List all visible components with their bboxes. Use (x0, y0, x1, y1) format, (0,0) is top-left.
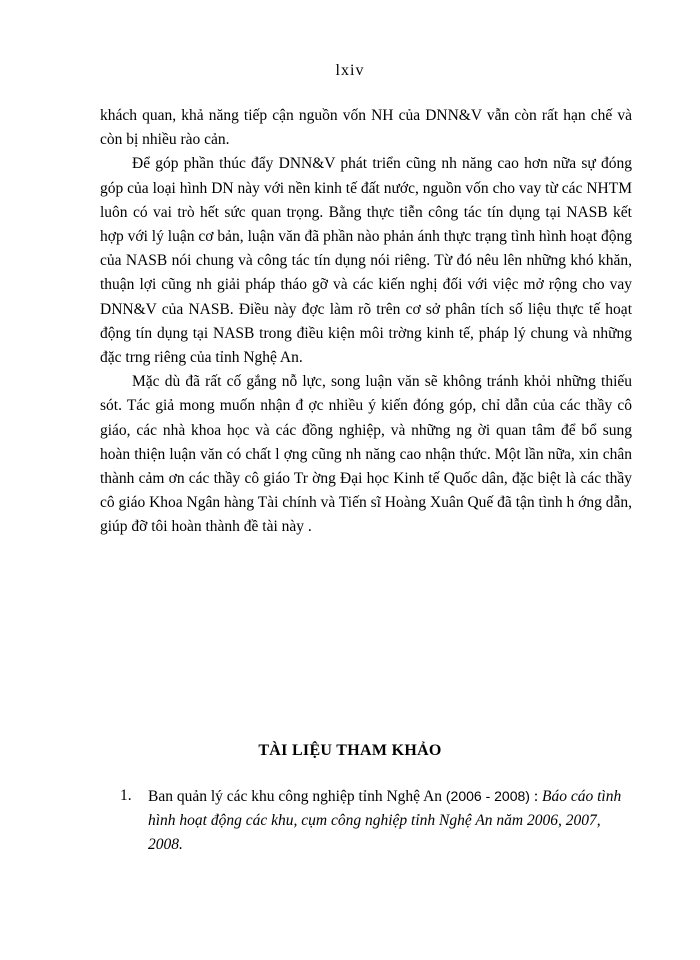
paragraph-continuation: khách quan, khả năng tiếp cận nguồn vốn NH của DNN&V vẫn còn rất hạn chế và còn bị nhiều rào cản. (100, 107, 632, 149)
reference-years: (2006 - 2008) (445, 788, 530, 804)
reference-title: Báo cáo tình hình hoạt động các khu, cụm công nghiệp tỉnh Nghệ An năm 2006, 2007, 2008. (148, 788, 622, 853)
references-list (120, 784, 636, 857)
body-text (100, 104, 632, 540)
paragraph-acknowledgement: Mặc dù đã rất cố gắng nỗ lực, song luận văn sẽ không tránh khỏi những thiếu sót. Tác giả mong muốn nhận đ ợc nhiều ý kiến đóng góp, chỉ dẫn của các thầy cô giáo, các nhà khoa học và các đồng nghiệp, và những ng ời quan tâm để bổ sung hoàn thiện luận văn có chất l ợng cũng nh năng cao nhận thức. Một lần nữa, xin chân thành cảm ơn các thầy cô giáo Tr ờng Đại học Kinh tế Quốc dân, đặc biệt là các thầy cô giáo Khoa Ngân hàng Tài chính và Tiến sĩ Hoàng Xuân Quế đã tận tình h ớng dẫn, giúp đỡ tôi hoàn thành đề tài này . (100, 373, 632, 536)
page-number: lxiv (335, 62, 365, 79)
references-heading: TÀI LIỆU THAM KHẢO (258, 742, 442, 759)
paragraph-conclusion: Để góp phần thúc đẩy DNN&V phát triển cũng nh năng cao hơn nữa sự đóng góp của loại hình DN này với nền kinh tế đất nước, nguồn vốn cho vay từ các NHTM luôn có vai trò hết sức quan trọng. Bằng thực tiễn công tác tín dụng tại NASB kết hợp với lý luận cơ bản, luận văn đã phần nào phản ánh thực trạng tình hình hoạt động của NASB nói chung và công tác tín dụng nói riêng. Từ đó nêu lên những khó khăn, thuận lợi cũng nh giải pháp tháo gỡ và các kiến nghị đối với việc mở rộng cho vay DNN&V của NASB. Điều này đợc làm rõ trên cơ sở phân tích số liệu thực tế hoạt động tín dụng tại NASB trong điều kiện môi trờng kinh tế, pháp lý chung và những đặc trng riêng của tỉnh Nghệ An. (100, 155, 632, 367)
reference-separator: : (533, 788, 539, 805)
reference-number: 1. (120, 787, 132, 804)
reference-item (120, 784, 636, 857)
reference-author: Ban quản lý các khu công nghiệp tỉnh Nghệ An (148, 788, 443, 805)
